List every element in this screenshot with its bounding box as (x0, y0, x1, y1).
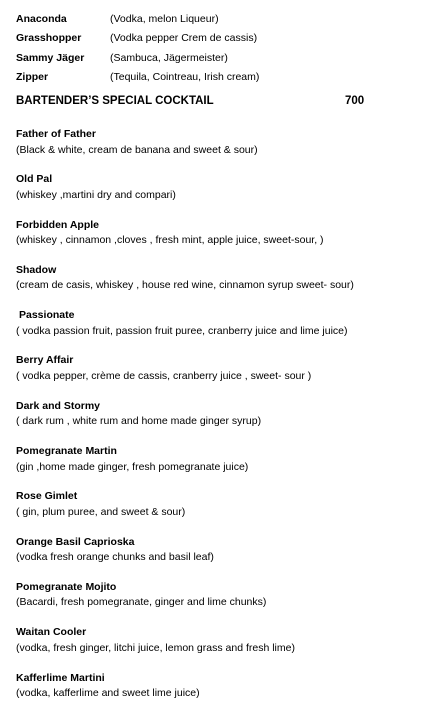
cocktail-ingredients: (vodka, fresh ginger, litchi juice, lemon grass and fresh lime) (16, 641, 295, 654)
cocktail-name: Berry Affair (16, 354, 74, 367)
cocktail-ingredients: (gin ,home made ginger, fresh pomegranate juice) (16, 460, 249, 473)
cocktail-ingredients: ( gin, plum puree, and sweet & sour) (16, 505, 186, 518)
cocktail-ingredients: ( vodka passion fruit, passion fruit puree, cranberry juice and lime juice) (16, 324, 348, 337)
section-header (16, 95, 406, 111)
shot-name: Anaconda (16, 13, 67, 26)
list-item (16, 29, 406, 48)
cocktail-ingredients: (whiskey , cinnamon ,cloves , fresh mint, apple juice, sweet-sour, ) (16, 234, 324, 247)
cocktail-name: Passionate (19, 309, 75, 322)
cocktail-ingredients: (vodka, kafferlime and sweet lime juice) (16, 687, 200, 700)
cocktail-name: Waitan Cooler (16, 626, 87, 639)
shot-ingredients: (Sambuca, Jägermeister) (110, 51, 228, 64)
shot-name: Sammy Jäger (16, 51, 85, 64)
list-item (16, 219, 416, 264)
cocktail-ingredients: (vodka fresh orange chunks and basil leaf) (16, 551, 214, 564)
cocktail-ingredients: (Black & white, cream de banana and sweet & sour) (16, 143, 258, 156)
list-item (16, 581, 416, 626)
shot-name: Zipper (16, 71, 49, 84)
list-item (16, 49, 406, 68)
cocktail-ingredients: (whiskey ,martini dry and compari) (16, 188, 176, 201)
cocktail-list (16, 128, 416, 717)
list-item (16, 400, 416, 445)
list-item (16, 309, 416, 354)
list-item (16, 354, 416, 399)
cocktail-ingredients: ( vodka pepper, crème de cassis, cranberry juice , sweet- sour ) (16, 369, 312, 382)
cocktail-name: Orange Basil Caprioska (16, 535, 135, 548)
cocktail-ingredients: ( dark rum , white rum and home made ginger syrup) (16, 415, 262, 428)
list-item (16, 490, 416, 535)
list-item (16, 672, 416, 717)
cocktail-name: Rose Gimlet (16, 490, 78, 503)
section-price: 700 (345, 95, 365, 107)
shot-name: Grasshopper (16, 32, 82, 45)
cocktail-name: Pomegranate Mojito (16, 580, 117, 593)
cocktail-name: Shadow (16, 263, 57, 276)
list-item (16, 445, 416, 490)
cocktail-name: Old Pal (16, 173, 53, 186)
list-item (16, 536, 416, 581)
list-item (16, 626, 416, 671)
shot-ingredients: (Vodka pepper Crem de cassis) (110, 32, 258, 45)
cocktail-ingredients: (cream de casis, whiskey , house red wine, cinnamon syrup sweet- sour) (16, 279, 354, 292)
list-item (16, 173, 416, 218)
cocktail-name: Kafferlime Martini (16, 671, 105, 684)
cocktail-ingredients: (Bacardi, fresh pomegranate, ginger and lime chunks) (16, 596, 267, 609)
cocktail-name: Pomegranate Martin (16, 445, 117, 458)
cocktail-name: Forbidden Apple (16, 218, 100, 231)
list-item (16, 10, 406, 29)
section-title: BARTENDER’S SPECIAL COCKTAIL (16, 95, 214, 107)
list-item (16, 68, 406, 87)
cocktail-name: Father of Father (16, 128, 96, 140)
shot-ingredients: (Tequila, Cointreau, Irish cream) (110, 71, 260, 84)
list-item (16, 128, 416, 173)
shot-ingredients: (Vodka, melon Liqueur) (110, 13, 219, 26)
cocktail-name: Dark and Stormy (16, 399, 101, 412)
list-item (16, 264, 416, 309)
shots-list (16, 10, 406, 87)
